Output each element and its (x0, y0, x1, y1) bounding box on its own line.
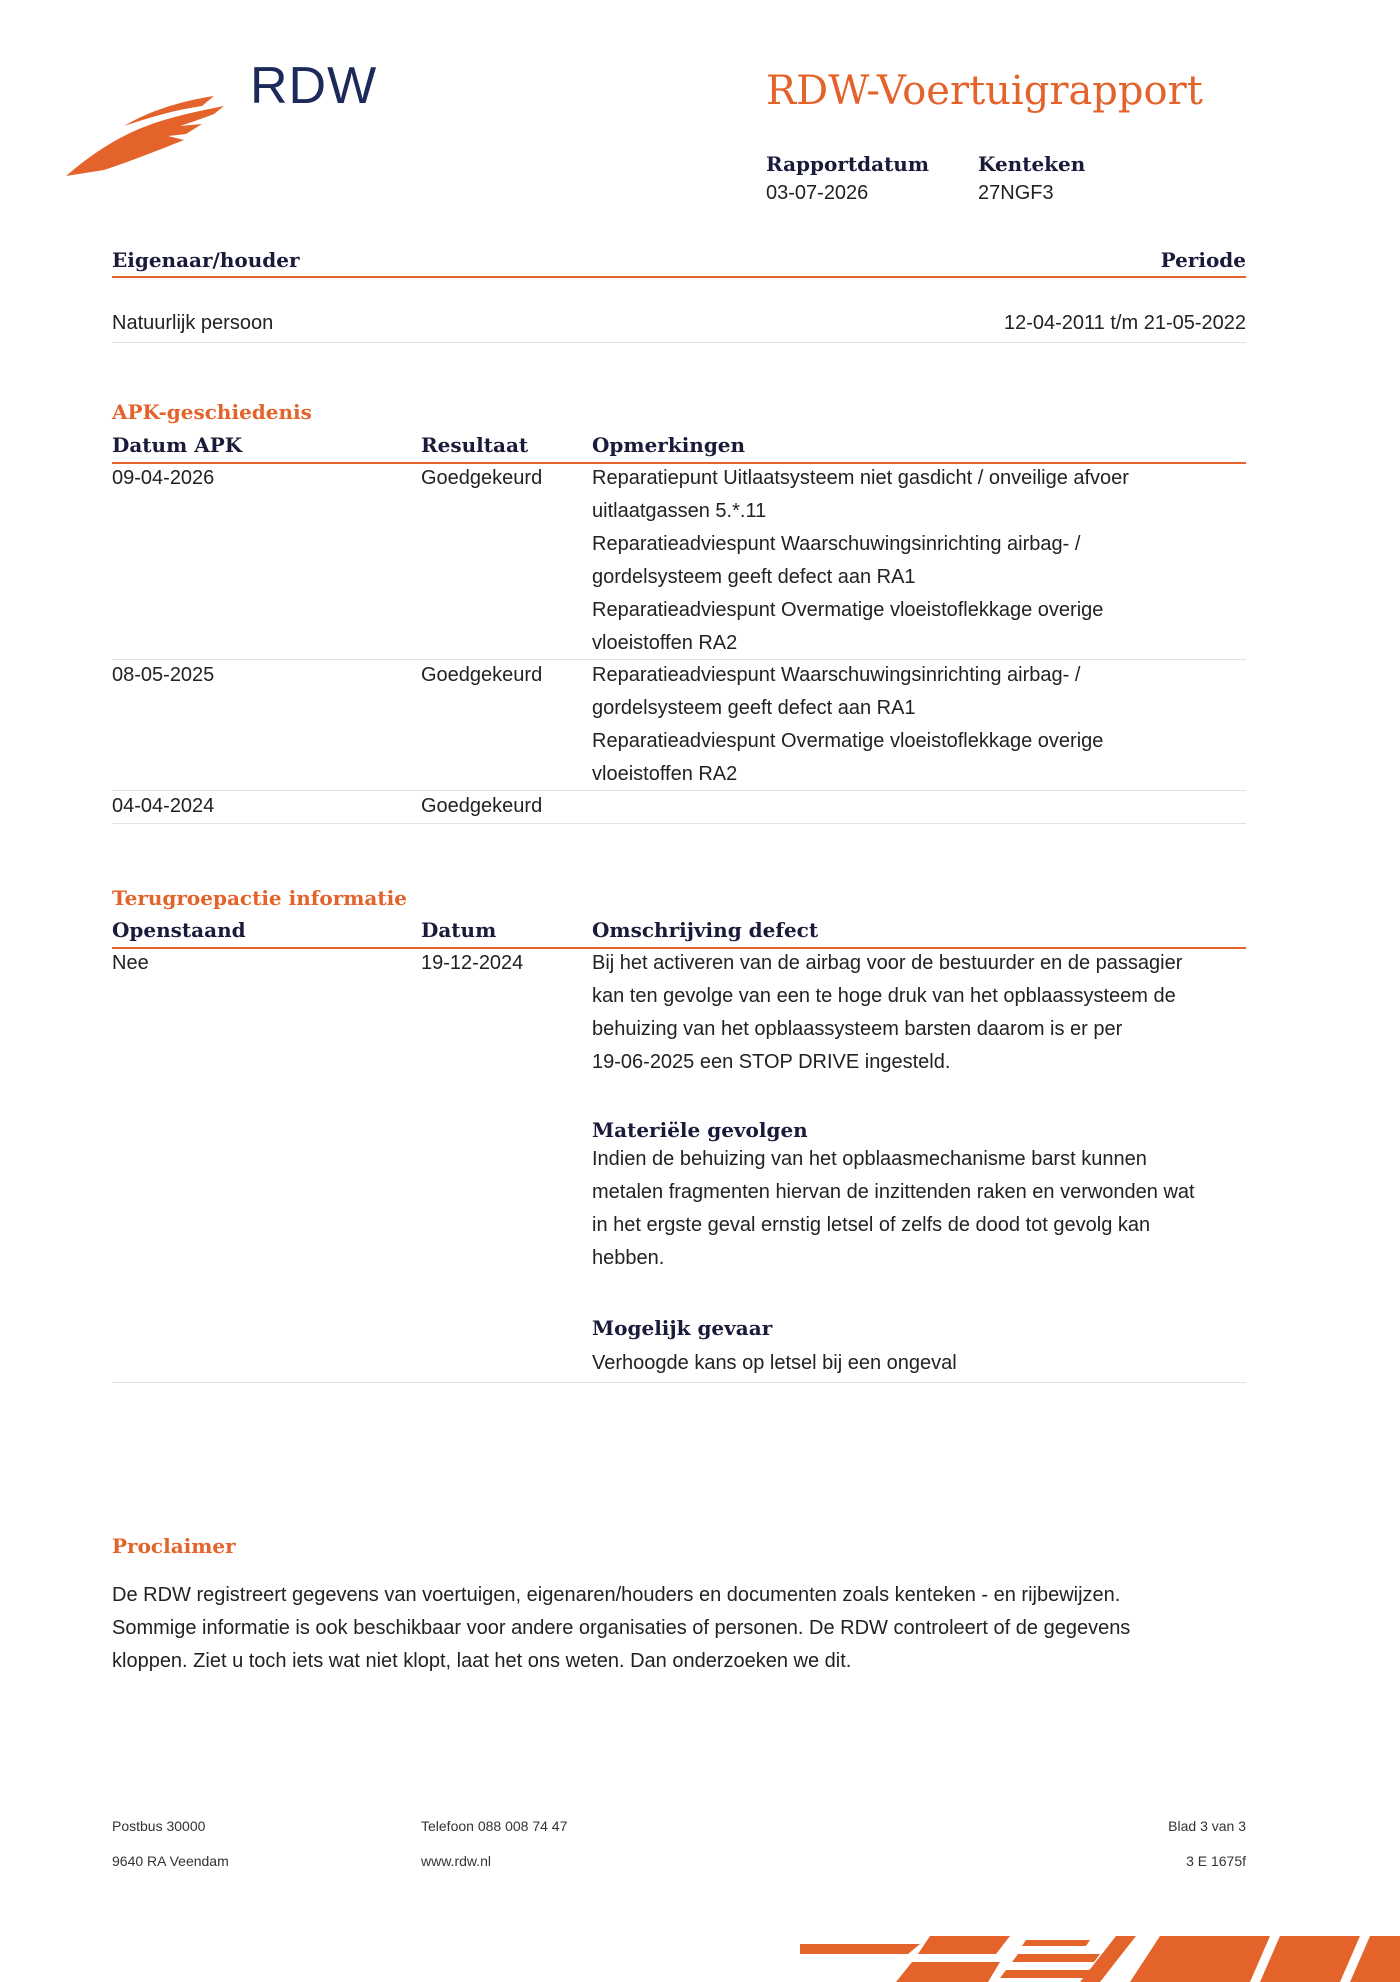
apk-row-result: Goedgekeurd (421, 795, 543, 817)
apk-col-date: Datum APK (112, 433, 243, 457)
apk-row-rule (112, 790, 1246, 791)
apk-section-title: APK-geschiedenis (112, 400, 312, 424)
owner-value: Natuurlijk persoon (112, 312, 274, 334)
recall-open-value: Nee (112, 952, 149, 974)
apk-row-remarks (592, 462, 1242, 660)
remark-line: gordelsysteem geeft defect aan RA1 (592, 697, 916, 719)
apk-row-result: Goedgekeurd (421, 467, 543, 489)
rdw-logo-icon (64, 92, 234, 178)
report-title: RDW-Voertuigrapport (766, 68, 1203, 114)
report-date-value: 03-07-2026 (766, 182, 869, 204)
proclaimer-line: De RDW registreert gegevens van voertuigen, eigenaren/houders en documenten zoals kenteken - en rijbewijzen. (112, 1584, 1121, 1606)
remark-line: Reparatieadviespunt Overmatige vloeistoflekkage overige (592, 730, 1104, 752)
danger-title: Mogelijk gevaar (592, 1316, 773, 1340)
recall-col-date: Datum (421, 918, 497, 942)
plate-label: Kenteken (978, 152, 1086, 176)
proclaimer-line: kloppen. Ziet u toch iets wat niet klopt, laat het ons weten. Dan onderzoeken we dit. (112, 1650, 852, 1672)
owner-header-rule (112, 276, 1246, 278)
remark-line: vloeistoffen RA2 (592, 632, 738, 654)
owner-header: Eigenaar/houder (112, 248, 300, 272)
consequences-line: metalen fragmenten hiervan de inzittenden raken en verwonden wat (592, 1181, 1195, 1203)
footer-web-link[interactable]: www.rdw.nl (421, 1853, 492, 1869)
apk-col-result: Resultaat (421, 433, 529, 457)
recall-row-rule (112, 1382, 1246, 1383)
apk-row-date: 04-04-2024 (112, 795, 215, 817)
plate-value: 27NGF3 (978, 182, 1054, 204)
footer-page: Blad 3 van 3 (1168, 1818, 1246, 1834)
apk-row-date: 09-04-2026 (112, 467, 215, 489)
recall-col-desc: Omschrijving defect (592, 918, 819, 942)
consequences-line: in het ergste geval ernstig letsel of zelfs de dood tot gevolg kan (592, 1214, 1151, 1236)
proclaimer-title: Proclaimer (112, 1534, 236, 1558)
decorative-stripes-icon (800, 1926, 1400, 1982)
recall-col-open: Openstaand (112, 918, 246, 942)
owner-row-rule (112, 342, 1246, 343)
logo-text: RDW (250, 57, 378, 115)
consequences-line: Indien de behuizing van het opblaasmechanisme barst kunnen (592, 1148, 1147, 1170)
proclaimer-text (112, 1579, 1252, 1678)
proclaimer-line: Sommige informatie is ook beschikbaar voor andere organisaties of personen. De RDW controleert of de gegevens (112, 1617, 1131, 1639)
footer-phone: Telefoon 088 008 74 47 (421, 1818, 568, 1834)
report-date-label: Rapportdatum (766, 152, 930, 176)
recall-date-value: 19-12-2024 (421, 952, 524, 974)
description-line: kan ten gevolge van een te hoge druk van het opblaassysteem de (592, 985, 1176, 1007)
recall-section-title: Terugroepactie informatie (112, 886, 407, 910)
apk-row-remarks (592, 659, 1242, 791)
period-header: Periode (1160, 248, 1246, 272)
footer-code: 3 E 1675f (1186, 1853, 1246, 1869)
footer-city: 9640 RA Veendam (112, 1853, 229, 1869)
remark-line: Reparatieadviespunt Waarschuwingsinrichting airbag- / (592, 664, 1081, 686)
remark-line: uitlaatgassen 5.*.11 (592, 500, 767, 522)
apk-row-date: 08-05-2025 (112, 664, 215, 686)
remark-line: gordelsysteem geeft defect aan RA1 (592, 566, 916, 588)
description-line: Bij het activeren van de airbag voor de bestuurder en de passagier (592, 952, 1183, 974)
consequences-line: hebben. (592, 1247, 665, 1269)
footer-postbus: Postbus 30000 (112, 1818, 206, 1834)
description-line: behuizing van het opblaassysteem barsten daarom is er per (592, 1018, 1123, 1040)
apk-row-rule (112, 823, 1246, 824)
apk-row-result: Goedgekeurd (421, 664, 543, 686)
consequences-title: Materiële gevolgen (592, 1118, 808, 1142)
remark-line: Reparatiepunt Uitlaatsysteem niet gasdicht / onveilige afvoer (592, 467, 1129, 489)
recall-description (592, 947, 1242, 1079)
remark-line: Reparatieadviespunt Overmatige vloeistoflekkage overige (592, 599, 1104, 621)
period-value: 12-04-2011 t/m 21-05-2022 (1003, 312, 1246, 334)
remark-line: Reparatieadviespunt Waarschuwingsinrichting airbag- / (592, 533, 1081, 555)
apk-col-remarks: Opmerkingen (592, 433, 746, 457)
remark-line: vloeistoffen RA2 (592, 763, 738, 785)
description-line: 19-06-2025 een STOP DRIVE ingesteld. (592, 1051, 951, 1073)
consequences-text (592, 1143, 1242, 1275)
danger-text: Verhoogde kans op letsel bij een ongeval (592, 1352, 957, 1374)
